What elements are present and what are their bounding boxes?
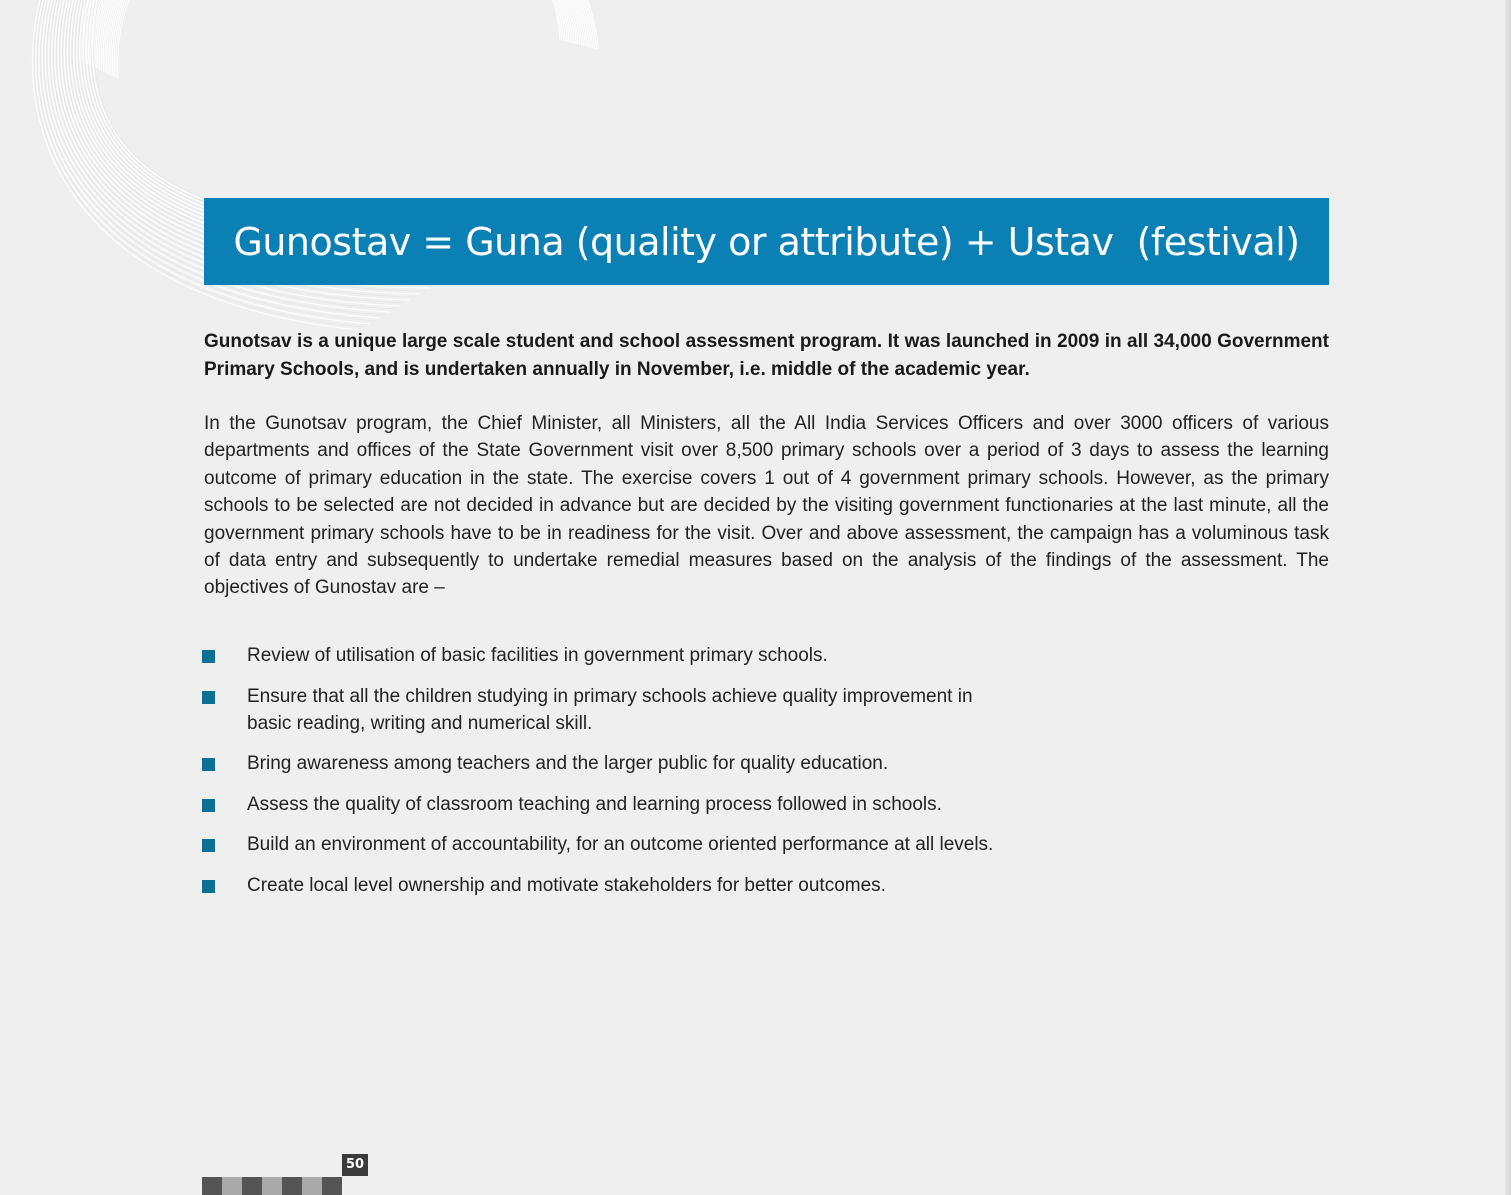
page-title: Gunostav = Guna (quality or attribute) + Ustav (festival) <box>233 219 1300 264</box>
body-paragraph: In the Gunotsav program, the Chief Minister, all Ministers, all the All India Services Officers and over 3000 officers of various departments and offices of the State Government visit over 8,500 primary schools over a period of 3 days to assess the learning outcome of primary education in the state. The exercise covers 1 out of 4 government primary schools. However, as the primary schools to be selected are not decided in advance but are decided by the visiting government functionaries at the last minute, all the government primary schools have to be in readiness for the visit. Over and above assessment, the campaign has a voluminous task of data entry and subsequently to undertake remedial measures based on the analysis of the findings of the assessment. The objectives of Gunostav are – <box>204 413 1329 599</box>
square-bullet-icon <box>202 799 215 812</box>
footer-square <box>262 1177 282 1195</box>
square-bullet-icon <box>202 758 215 771</box>
square-bullet-icon <box>202 691 215 704</box>
list-item <box>202 831 1022 858</box>
objective-text: Build an environment of accountability, for an outcome oriented performance at all levels. <box>247 834 994 855</box>
square-bullet-icon <box>202 839 215 852</box>
footer-square-pattern <box>202 1177 342 1195</box>
objective-text: Bring awareness among teachers and the larger public for quality education. <box>247 753 889 774</box>
square-bullet-icon <box>202 650 215 663</box>
objective-text: Review of utilisation of basic facilities in government primary schools. <box>247 645 828 666</box>
footer-square <box>322 1177 342 1195</box>
objective-text: Assess the quality of classroom teaching and learning process followed in schools. <box>247 793 942 815</box>
footer-square <box>282 1177 302 1195</box>
list-item <box>202 683 987 737</box>
objective-text: Create local level ownership and motivate stakeholders for better outcomes. <box>247 874 886 896</box>
intro-paragraph: Gunotsav is a unique large scale student and school assessment program. It was launched in 2009 in all 34,000 Government Primary Schools, and is undertaken annually in November, i.e. middle of the academic year. <box>204 331 1329 380</box>
list-item <box>202 750 1022 777</box>
page-edge-shadow <box>1505 0 1511 1195</box>
footer-square <box>202 1177 222 1195</box>
objectives-list <box>202 642 1022 912</box>
title-banner <box>204 198 1329 285</box>
list-item <box>202 642 1022 669</box>
objective-text: Ensure that all the children studying in primary schools achieve quality improvement in basic reading, writing and numerical skill. <box>247 685 973 734</box>
footer-square <box>242 1177 262 1195</box>
footer-square <box>222 1177 242 1195</box>
square-bullet-icon <box>202 880 215 893</box>
list-item <box>202 872 1022 899</box>
footer-square <box>302 1177 322 1195</box>
list-item <box>202 791 1022 818</box>
page-number-badge: 50 <box>342 1154 368 1176</box>
